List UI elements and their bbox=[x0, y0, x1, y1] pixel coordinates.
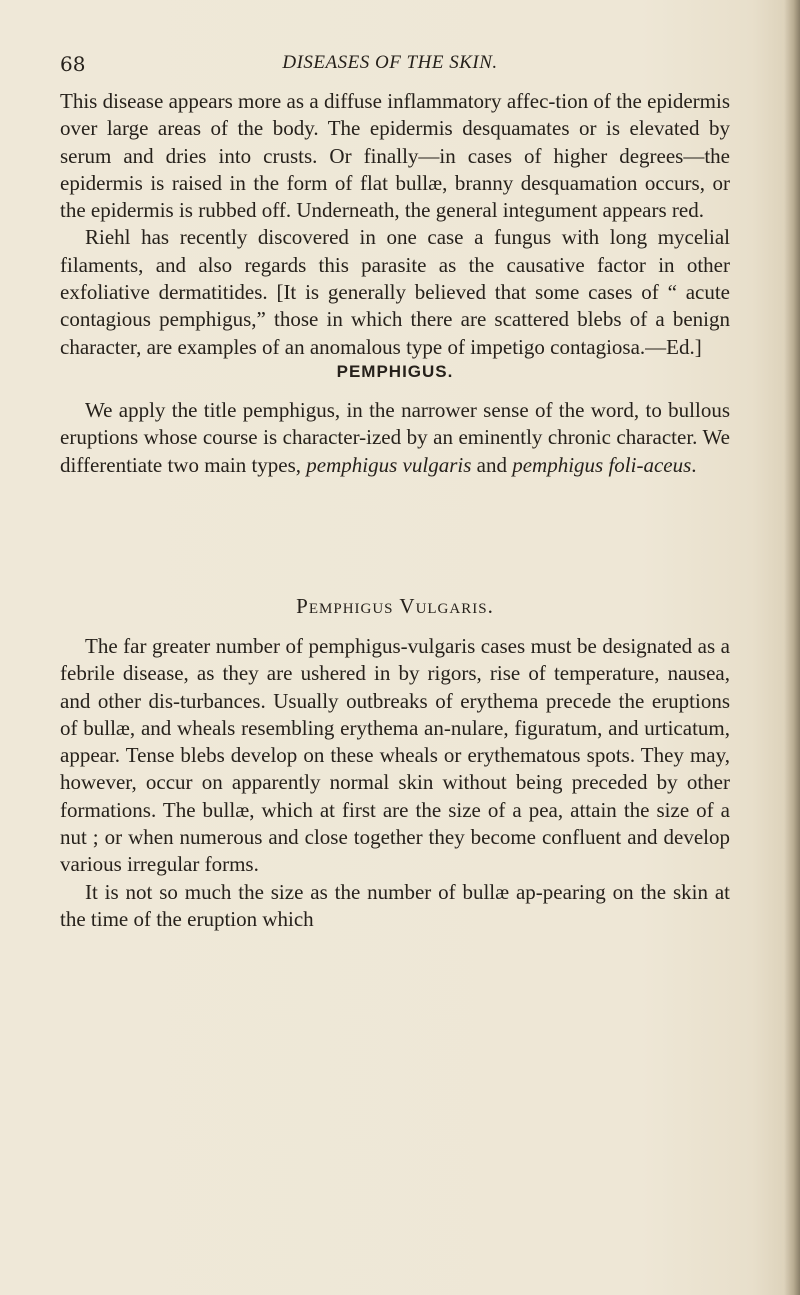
subsection-heading-pemphigus-vulgaris: Pemphigus Vulgaris. bbox=[296, 594, 494, 618]
section-heading-pemphigus: PEMPHIGUS. bbox=[336, 362, 454, 381]
paragraph-febrile-disease: The far greater number of pemphigus-vulgaris cases must be designated as a febrile disease, as they are ushered in by rigors, rise of temperature, nausea, and other dis-turbances. Usually outbreaks of erythema precede the eruptions of bullæ, and wheals resembling erythema an-nulare, figuratum, and urticatum, appear. Tense blebs develop on these wheals or erythematous spots. They may, however, occur on apparently normal skin without being preceded by other formations. The bullæ, which at first are the size of a pea, attain the size of a nut ; or when numerous and close together they become confluent and develop various irregular forms. bbox=[60, 634, 730, 877]
page-number: 68 bbox=[60, 52, 86, 76]
definition-text-start: We apply the title pemphigus, in the narrower sense of the word, to bullous eruptions whose course is character-ized by an eminently chronic character. We differentiate two main types, bbox=[60, 398, 730, 477]
running-title: DISEASES OF THE SKIN. bbox=[282, 52, 498, 73]
text-block-pemphigus-intro bbox=[60, 397, 730, 479]
text-block-pemphigus-vulgaris bbox=[60, 633, 730, 933]
definition-text-end: . bbox=[691, 452, 697, 477]
paragraph-bullae-number: It is not so much the size as the number of bullæ ap-pearing on the skin at the time of the eruption which bbox=[60, 879, 730, 931]
text-block-intro bbox=[60, 88, 730, 361]
paragraph-pemphigus-definition bbox=[60, 397, 730, 479]
page-edge-shadow bbox=[784, 0, 800, 1295]
term-pemphigus-foliaceus: pemphigus foli-aceus bbox=[512, 452, 692, 477]
term-pemphigus-vulgaris: pemphigus vulgaris bbox=[306, 452, 472, 477]
definition-text-middle: and bbox=[471, 452, 513, 477]
paragraph-riehl-fungus: Riehl has recently discovered in one case a fungus with long mycelial filaments, and also regards this parasite as the causative factor in other exfoliative dermatitides. [It is generally believed that some cases of “ acute contagious pemphigus,” those in which there are scattered blebs of a benign character, are examples of an anomalous type of impetigo contagiosa.—Ed.] bbox=[60, 225, 730, 359]
paragraph-exfoliative-description: This disease appears more as a diffuse inflammatory affec-tion of the epidermis over large areas of the body. The epidermis desquamates or is elevated by serum and dries into crusts. Or finally—in cases of higher degrees—the epidermis is raised in the form of flat bullæ, branny desquamation occurs, or the epidermis is rubbed off. Underneath, the general integument appears red. bbox=[60, 89, 730, 223]
running-head bbox=[60, 52, 760, 82]
